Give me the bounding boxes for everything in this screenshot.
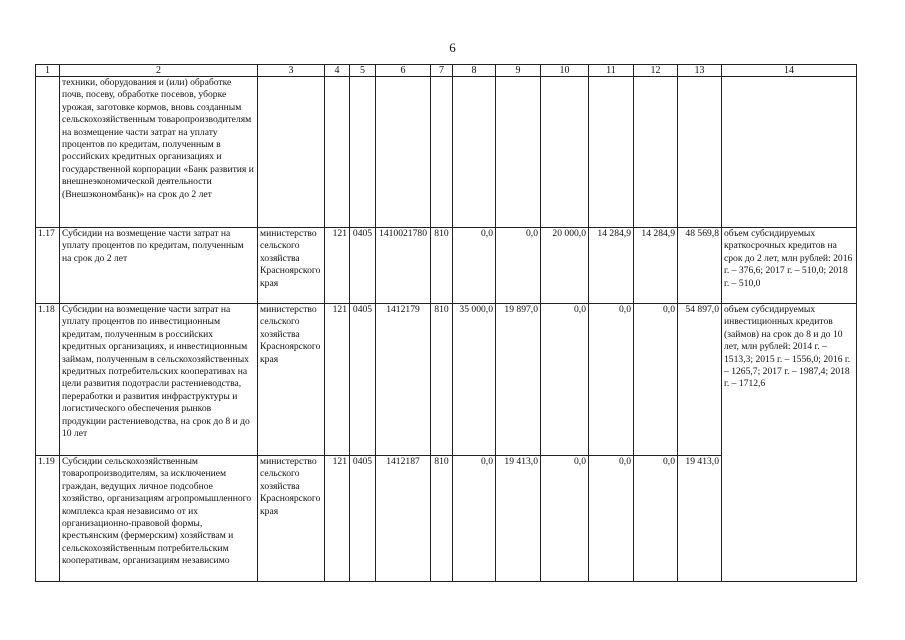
column-header: 4 xyxy=(325,65,350,77)
table-row-continuation xyxy=(36,77,857,228)
column-header: 12 xyxy=(634,65,678,77)
grbs-code: 121 xyxy=(325,228,350,304)
value-total: 19 413,0 xyxy=(678,456,722,582)
value-2017: 0,0 xyxy=(589,456,634,582)
value-2017: 14 284,9 xyxy=(589,228,634,304)
value-2018: 0,0 xyxy=(634,304,678,456)
value-2014: 35 000,0 xyxy=(453,304,496,456)
value-2014 xyxy=(453,77,496,228)
expected-result xyxy=(722,456,857,582)
value-2016: 20 000,0 xyxy=(541,228,589,304)
expected-result xyxy=(722,77,857,228)
grbs-code: 121 xyxy=(325,304,350,456)
vr-code: 810 xyxy=(431,228,453,304)
column-header: 11 xyxy=(589,65,634,77)
value-2017 xyxy=(589,77,634,228)
measure-name: Субсидии сельскохозяйственным товаропроизводителям, за исключением граждан, ведущих личное подсобное хозяйство, организациям агропромышленного комплекса края независимо от их организационно-правовой формы, крестьянским (фермерским) хозяйствам и сельскохозяйственным потребительским кооперативам, организациям независимо xyxy=(60,456,258,582)
column-header: 14 xyxy=(722,65,857,77)
measure-name: техники, оборудования и (или) обработке почв, посеву, обработке посевов, уборке урожая, заготовке кормов, вновь созданным сельскохозяйственным товаропроизводителям на возмещение части затрат на уплату процентов по кредитам, полученным в российских кредитных организациях и государственной корпорации «Банк развития и внешнеэкономической деятельности (Внешэкономбанк)» на срок до 2 лет xyxy=(60,77,258,228)
table-row-1-19 xyxy=(36,456,857,582)
value-2014: 0,0 xyxy=(453,456,496,582)
csr-code: 1412179 xyxy=(376,304,431,456)
csr-code: 1412187 xyxy=(376,456,431,582)
value-2016 xyxy=(541,77,589,228)
value-2015: 19 897,0 xyxy=(496,304,541,456)
vr-code: 810 xyxy=(431,304,453,456)
value-2016: 0,0 xyxy=(541,304,589,456)
expected-result: объем субсидируемых инвестиционных кредитов (займов) на срок до 8 и до 10 лет, млн рублей: 2014 г. – 1513,3; 2015 г. – 1556,0; 2016 г. – 1265,7; 2017 г. – 1987,4; 2018 г. – 1712,6 xyxy=(722,304,857,456)
value-2017: 0,0 xyxy=(589,304,634,456)
vr-code: 810 xyxy=(431,456,453,582)
grbs-code: 121 xyxy=(325,456,350,582)
row-number xyxy=(36,77,60,228)
measure-name: Субсидии на возмещение части затрат на уплату процентов по кредитам, полученным на срок до 2 лет xyxy=(60,228,258,304)
rzpr-code xyxy=(350,77,376,228)
row-number: 1.17 xyxy=(36,228,60,304)
value-2015: 0,0 xyxy=(496,228,541,304)
value-2018: 14 284,9 xyxy=(634,228,678,304)
rzpr-code: 0405 xyxy=(350,228,376,304)
executor: министерство сельского хозяйства Красноярского края xyxy=(258,304,325,456)
measure-name: Субсидии на возмещение части затрат на уплату процентов по инвестиционным кредитам, полученным в российских кредитных организациях, и инвестиционным займам, полученным в сельскохозяйственных кредитных потребительских кооперативах на цели развития подотрасли растениеводства, переработки и развития инфраструктуры и логистического обеспечения рынков продукции растениеводства, на срок до 8 и до 10 лет xyxy=(60,304,258,456)
value-2015: 19 413,0 xyxy=(496,456,541,582)
executor xyxy=(258,77,325,228)
csr-code xyxy=(376,77,431,228)
program-measures-table xyxy=(35,64,857,582)
column-header: 10 xyxy=(541,65,589,77)
value-total: 54 897,0 xyxy=(678,304,722,456)
rzpr-code: 0405 xyxy=(350,456,376,582)
value-2015 xyxy=(496,77,541,228)
grbs-code xyxy=(325,77,350,228)
column-header: 5 xyxy=(350,65,376,77)
column-header: 9 xyxy=(496,65,541,77)
value-total xyxy=(678,77,722,228)
executor: министерство сельского хозяйства Красноярского края xyxy=(258,456,325,582)
executor: министерство сельского хозяйства Красноярского края xyxy=(258,228,325,304)
expected-result: объем субсидируемых краткосрочных кредитов на срок до 2 лет, млн рублей: 2016 г. – 376,6; 2017 г. – 510,0; 2018 г. – 510,0 xyxy=(722,228,857,304)
column-header: 13 xyxy=(678,65,722,77)
rzpr-code: 0405 xyxy=(350,304,376,456)
column-header: 6 xyxy=(376,65,431,77)
row-number: 1.18 xyxy=(36,304,60,456)
csr-code: 1410021780 xyxy=(376,228,431,304)
column-header: 8 xyxy=(453,65,496,77)
column-header: 7 xyxy=(431,65,453,77)
value-2018 xyxy=(634,77,678,228)
value-total: 48 569,8 xyxy=(678,228,722,304)
value-2018: 0,0 xyxy=(634,456,678,582)
column-header: 1 xyxy=(36,65,60,77)
value-2014: 0,0 xyxy=(453,228,496,304)
column-header: 2 xyxy=(60,65,258,77)
table-row-1-18 xyxy=(36,304,857,456)
column-number-header-row xyxy=(36,65,857,77)
row-number: 1.19 xyxy=(36,456,60,582)
vr-code xyxy=(431,77,453,228)
page-number: 6 xyxy=(449,40,456,55)
value-2016: 0,0 xyxy=(541,456,589,582)
column-header: 3 xyxy=(258,65,325,77)
table-row-1-17 xyxy=(36,228,857,304)
